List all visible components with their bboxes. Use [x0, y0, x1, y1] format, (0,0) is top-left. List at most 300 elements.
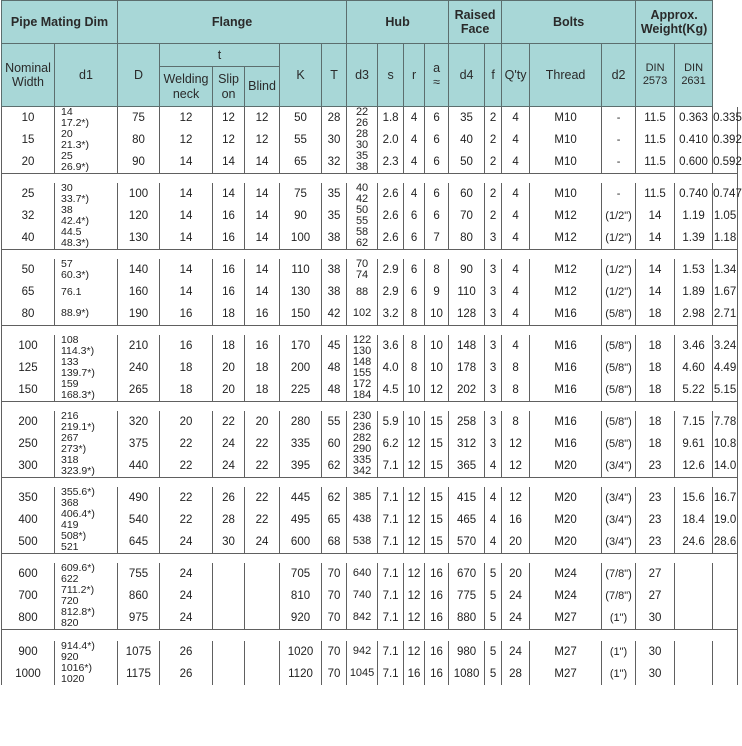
D-cell: 160	[118, 281, 160, 303]
T-cell: 62	[322, 455, 347, 478]
nominal-width-cell: 350	[2, 487, 55, 509]
d3-cell	[347, 151, 378, 174]
K-cell: 395	[280, 455, 322, 478]
f-cell: 5	[485, 641, 502, 663]
blind-t-cell: 22	[245, 433, 280, 455]
table-body	[2, 106, 742, 685]
f-cell: 3	[485, 379, 502, 402]
weight-din2631-cell	[713, 585, 738, 607]
d2-cell: 14	[636, 205, 675, 227]
D-cell: 130	[118, 227, 160, 250]
d1-line: 508*)	[61, 529, 87, 542]
d3-line: 438	[352, 513, 372, 525]
f-cell: 4	[485, 487, 502, 509]
d4-cell: 880	[449, 607, 485, 630]
D-cell: 440	[118, 455, 160, 478]
nominal-width-cell: 32	[2, 205, 55, 227]
r-cell: 12	[404, 487, 425, 509]
welding-neck-t-cell: 14	[160, 183, 213, 205]
welding-neck-t-cell: 24	[160, 531, 213, 554]
d3-cell	[347, 563, 378, 585]
D-cell: 375	[118, 433, 160, 455]
T-cell: 38	[322, 281, 347, 303]
thread-cell: M16	[530, 303, 602, 325]
thread-inch-cell: (1")	[602, 607, 636, 630]
qty-cell: 4	[502, 259, 530, 281]
weight-din2573-cell: 4.60	[675, 357, 713, 379]
qty-cell: 24	[502, 641, 530, 663]
s-cell: 4.5	[378, 379, 404, 402]
thread-inch-cell: -	[602, 129, 636, 151]
d2-cell: 18	[636, 433, 675, 455]
T-cell: 70	[322, 607, 347, 630]
qty-cell: 8	[502, 411, 530, 433]
d2-cell: 27	[636, 563, 675, 585]
d1-cell	[55, 151, 118, 174]
table-row	[2, 433, 738, 455]
weight-din2631-cell: 1.67	[713, 281, 738, 303]
weight-din2573-cell: 0.363	[675, 107, 713, 130]
d3-cell	[347, 641, 378, 663]
d2-cell: 23	[636, 509, 675, 531]
d3-cell	[347, 509, 378, 531]
table-row	[2, 411, 738, 433]
d1-cell	[55, 335, 118, 357]
header-pipe-mating-dim: Pipe Mating Dim	[2, 1, 118, 44]
welding-neck-t-cell: 22	[160, 433, 213, 455]
welding-neck-t-cell: 14	[160, 205, 213, 227]
a-cell: 16	[425, 585, 449, 607]
header-slip-on: Slip on	[213, 67, 245, 107]
header-K: K	[280, 44, 322, 107]
K-cell: 100	[280, 227, 322, 250]
weight-din2631-cell	[713, 641, 738, 663]
group-spacer	[2, 553, 738, 563]
nominal-width-cell: 500	[2, 531, 55, 554]
K-cell: 1020	[280, 641, 322, 663]
qty-cell: 4	[502, 151, 530, 174]
D-cell: 265	[118, 379, 160, 402]
T-cell: 70	[322, 641, 347, 663]
blind-t-cell: 14	[245, 205, 280, 227]
nominal-width-cell: 80	[2, 303, 55, 325]
weight-din2573-cell: 0.410	[675, 129, 713, 151]
header-f: f	[485, 44, 502, 107]
d3-cell	[347, 433, 378, 455]
header-bolts: Bolts	[502, 1, 636, 44]
f-cell: 5	[485, 563, 502, 585]
d1-line: 38	[61, 204, 73, 216]
s-cell: 7.1	[378, 641, 404, 663]
d3-cell	[347, 379, 378, 402]
f-cell: 4	[485, 455, 502, 478]
d3-cell	[347, 281, 378, 303]
d1-line: 25	[61, 150, 73, 162]
thread-inch-cell: (7/8")	[602, 585, 636, 607]
f-cell: 2	[485, 205, 502, 227]
r-cell: 12	[404, 531, 425, 554]
d3-line: 148	[352, 355, 372, 368]
K-cell: 65	[280, 151, 322, 174]
blind-t-cell: 14	[245, 227, 280, 250]
d4-cell: 178	[449, 357, 485, 379]
r-cell: 12	[404, 641, 425, 663]
header-s: s	[378, 44, 404, 107]
weight-din2573-cell: 9.61	[675, 433, 713, 455]
blind-t-cell: 22	[245, 509, 280, 531]
s-cell: 2.6	[378, 227, 404, 250]
slip-on-t-cell: 20	[213, 379, 245, 402]
f-cell: 5	[485, 607, 502, 630]
d1-cell	[55, 107, 118, 130]
welding-neck-t-cell: 14	[160, 259, 213, 281]
blind-t-cell: 16	[245, 335, 280, 357]
table-row	[2, 379, 738, 402]
K-cell: 150	[280, 303, 322, 325]
weight-din2573-cell: 5.22	[675, 379, 713, 402]
qty-cell: 16	[502, 509, 530, 531]
header-thread: Thread	[530, 44, 602, 107]
T-cell: 35	[322, 205, 347, 227]
r-cell: 6	[404, 281, 425, 303]
d1-line: 711.2*)	[61, 583, 95, 596]
weight-din2631-cell	[713, 563, 738, 585]
f-cell: 4	[485, 531, 502, 554]
qty-cell: 28	[502, 663, 530, 685]
a-cell: 10	[425, 357, 449, 379]
T-cell: 70	[322, 585, 347, 607]
r-cell: 16	[404, 663, 425, 685]
welding-neck-t-cell: 18	[160, 357, 213, 379]
d1-cell	[55, 487, 118, 509]
blind-t-cell: 14	[245, 151, 280, 174]
table-row	[2, 129, 738, 151]
d3-line: 230	[352, 409, 372, 422]
welding-neck-t-cell: 18	[160, 379, 213, 402]
f-cell: 3	[485, 357, 502, 379]
a-cell: 16	[425, 563, 449, 585]
K-cell: 335	[280, 433, 322, 455]
slip-on-t-cell: 16	[213, 259, 245, 281]
a-cell: 15	[425, 455, 449, 478]
thread-cell: M24	[530, 585, 602, 607]
r-cell: 8	[404, 357, 425, 379]
d3-line: 740	[352, 589, 372, 601]
qty-cell: 4	[502, 183, 530, 205]
nominal-width-cell: 300	[2, 455, 55, 478]
d4-cell: 90	[449, 259, 485, 281]
d1-line: 44.5	[61, 226, 82, 238]
header-qty: Q'ty	[502, 44, 530, 107]
table-row	[2, 259, 738, 281]
a-cell: 10	[425, 303, 449, 325]
slip-on-t-cell: 12	[213, 129, 245, 151]
weight-din2573-cell: 0.740	[675, 183, 713, 205]
d3-line: 130	[352, 344, 372, 357]
weight-din2573-cell	[675, 641, 713, 663]
thread-cell: M10	[530, 151, 602, 174]
d1-line: 26.9*)	[61, 161, 90, 173]
s-cell: 3.6	[378, 335, 404, 357]
d1-cell	[55, 607, 118, 630]
d3-cell	[347, 585, 378, 607]
d3-line: 26	[355, 117, 369, 129]
weight-din2631-cell: 10.8	[713, 433, 738, 455]
nominal-width-cell: 700	[2, 585, 55, 607]
d1-line: 419	[61, 518, 79, 531]
d1-cell	[55, 411, 118, 433]
d4-cell: 365	[449, 455, 485, 478]
welding-neck-t-cell: 12	[160, 107, 213, 130]
header-a-label: a	[433, 60, 441, 75]
d3-cell	[347, 107, 378, 130]
header-T: T	[322, 44, 347, 107]
welding-neck-t-cell: 14	[160, 281, 213, 303]
welding-neck-t-cell: 16	[160, 335, 213, 357]
a-cell: 15	[425, 411, 449, 433]
nominal-width-cell: 20	[2, 151, 55, 174]
blind-t-cell: 22	[245, 455, 280, 478]
r-cell: 12	[404, 509, 425, 531]
welding-neck-t-cell: 20	[160, 411, 213, 433]
d3-line: 22	[355, 106, 369, 118]
d2-cell: 18	[636, 357, 675, 379]
thread-inch-cell: (5/8")	[602, 303, 636, 325]
d4-cell: 70	[449, 205, 485, 227]
header-d1: d1	[55, 44, 118, 107]
d3-line: 28	[355, 128, 369, 140]
blind-t-cell: 14	[245, 281, 280, 303]
T-cell: 65	[322, 509, 347, 531]
welding-neck-t-cell: 16	[160, 303, 213, 325]
f-cell: 3	[485, 335, 502, 357]
f-cell: 2	[485, 151, 502, 174]
welding-neck-t-cell: 24	[160, 607, 213, 630]
r-cell: 12	[404, 433, 425, 455]
a-cell: 8	[425, 259, 449, 281]
d3-line: 35	[355, 150, 369, 162]
header-D: D	[118, 44, 160, 107]
d2-cell: 23	[636, 531, 675, 554]
welding-neck-t-cell: 12	[160, 129, 213, 151]
header-d4: d4	[449, 44, 485, 107]
s-cell: 1.8	[378, 107, 404, 130]
weight-din2631-cell	[713, 663, 738, 685]
slip-on-t-cell: 18	[213, 335, 245, 357]
qty-cell: 4	[502, 107, 530, 130]
weight-din2573-cell	[675, 607, 713, 630]
K-cell: 90	[280, 205, 322, 227]
K-cell: 75	[280, 183, 322, 205]
D-cell: 120	[118, 205, 160, 227]
blind-t-cell	[245, 563, 280, 585]
nominal-width-cell: 200	[2, 411, 55, 433]
D-cell: 540	[118, 509, 160, 531]
d3-line: 62	[355, 237, 369, 249]
thread-cell: M27	[530, 641, 602, 663]
header-d2: d2	[602, 44, 636, 107]
d4-cell: 570	[449, 531, 485, 554]
table-row	[2, 357, 738, 379]
header-a	[425, 44, 449, 107]
T-cell: 28	[322, 107, 347, 130]
thread-cell: M12	[530, 259, 602, 281]
K-cell: 130	[280, 281, 322, 303]
nominal-width-cell: 100	[2, 335, 55, 357]
r-cell: 4	[404, 151, 425, 174]
d1-line: 139.7*)	[61, 366, 95, 379]
slip-on-t-cell: 24	[213, 433, 245, 455]
table-row	[2, 205, 738, 227]
d4-cell: 775	[449, 585, 485, 607]
r-cell: 6	[404, 259, 425, 281]
slip-on-t-cell: 12	[213, 107, 245, 130]
qty-cell: 12	[502, 433, 530, 455]
blind-t-cell: 14	[245, 259, 280, 281]
d2-cell: 18	[636, 335, 675, 357]
weight-din2631-cell: 0.747	[713, 183, 738, 205]
weight-din2573-cell: 2.98	[675, 303, 713, 325]
T-cell: 48	[322, 379, 347, 402]
d3-line: 55	[355, 215, 369, 227]
D-cell: 240	[118, 357, 160, 379]
thread-cell: M12	[530, 281, 602, 303]
d1-line: 108	[61, 333, 79, 346]
thread-inch-cell: (1/2")	[602, 205, 636, 227]
a-cell: 7	[425, 227, 449, 250]
d1-line: 609.6*)	[61, 561, 95, 574]
weight-din2573-cell: 1.39	[675, 227, 713, 250]
D-cell: 75	[118, 107, 160, 130]
d1-cell	[55, 563, 118, 585]
D-cell: 80	[118, 129, 160, 151]
d3-cell	[347, 455, 378, 478]
f-cell: 3	[485, 433, 502, 455]
T-cell: 62	[322, 487, 347, 509]
d2-cell: 23	[636, 487, 675, 509]
K-cell: 810	[280, 585, 322, 607]
qty-cell: 24	[502, 585, 530, 607]
K-cell: 170	[280, 335, 322, 357]
d1-cell	[55, 227, 118, 250]
d3-line: 842	[352, 611, 372, 623]
slip-on-t-cell: 16	[213, 281, 245, 303]
T-cell: 55	[322, 411, 347, 433]
d3-line: 74	[355, 269, 369, 281]
thread-cell: M20	[530, 531, 602, 554]
d2-cell: 18	[636, 411, 675, 433]
D-cell: 1075	[118, 641, 160, 663]
weight-din2631-cell: 2.71	[713, 303, 738, 325]
nominal-width-cell: 40	[2, 227, 55, 250]
K-cell: 445	[280, 487, 322, 509]
nominal-width-cell: 150	[2, 379, 55, 402]
s-cell: 2.6	[378, 205, 404, 227]
r-cell: 8	[404, 303, 425, 325]
thread-cell: M27	[530, 607, 602, 630]
r-cell: 10	[404, 379, 425, 402]
D-cell: 860	[118, 585, 160, 607]
weight-din2573-cell: 18.4	[675, 509, 713, 531]
s-cell: 7.1	[378, 509, 404, 531]
s-cell: 2.3	[378, 151, 404, 174]
d1-cell	[55, 433, 118, 455]
f-cell: 3	[485, 227, 502, 250]
s-cell: 2.9	[378, 259, 404, 281]
qty-cell: 12	[502, 455, 530, 478]
a-cell: 6	[425, 151, 449, 174]
table-row	[2, 585, 738, 607]
d1-cell	[55, 183, 118, 205]
slip-on-t-cell: 14	[213, 151, 245, 174]
K-cell: 110	[280, 259, 322, 281]
table-row	[2, 455, 738, 478]
d2-cell: 18	[636, 379, 675, 402]
d3-line: 155	[352, 366, 372, 379]
header-r: r	[404, 44, 425, 107]
d3-line: 88	[355, 285, 369, 298]
weight-din2631-cell: 19.0	[713, 509, 738, 531]
thread-inch-cell: -	[602, 107, 636, 130]
d3-cell	[347, 303, 378, 325]
qty-cell: 20	[502, 563, 530, 585]
thread-inch-cell: (1/2")	[602, 281, 636, 303]
d1-cell	[55, 129, 118, 151]
blind-t-cell: 12	[245, 107, 280, 130]
table-row	[2, 227, 738, 250]
thread-cell: M20	[530, 455, 602, 478]
thread-inch-cell: (1/2")	[602, 259, 636, 281]
D-cell: 755	[118, 563, 160, 585]
a-cell: 6	[425, 183, 449, 205]
weight-din2573-cell: 12.6	[675, 455, 713, 478]
d1-cell	[55, 455, 118, 478]
d1-cell	[55, 641, 118, 663]
K-cell: 50	[280, 107, 322, 130]
qty-cell: 4	[502, 129, 530, 151]
header-blind: Blind	[245, 67, 280, 107]
d1-cell	[55, 259, 118, 281]
d4-cell: 60	[449, 183, 485, 205]
K-cell: 200	[280, 357, 322, 379]
d3-line: 70	[355, 258, 369, 270]
flange-dimension-table	[1, 0, 742, 685]
weight-din2631-cell: 4.49	[713, 357, 738, 379]
blind-t-cell: 12	[245, 129, 280, 151]
d3-line: 342	[352, 464, 372, 477]
header-flange: Flange	[118, 1, 347, 44]
d1-line: 30	[61, 182, 73, 194]
d3-line: 58	[355, 226, 369, 238]
T-cell: 60	[322, 433, 347, 455]
d1-line: 57	[61, 258, 73, 270]
K-cell: 225	[280, 379, 322, 402]
slip-on-t-cell: 20	[213, 357, 245, 379]
weight-din2631-cell: 1.18	[713, 227, 738, 250]
f-cell: 5	[485, 663, 502, 685]
T-cell: 48	[322, 357, 347, 379]
d3-cell	[347, 227, 378, 250]
d2-cell: 30	[636, 663, 675, 685]
blind-t-cell: 22	[245, 487, 280, 509]
d2-cell: 30	[636, 607, 675, 630]
group-spacer	[2, 250, 738, 260]
weight-din2573-cell	[675, 585, 713, 607]
slip-on-t-cell	[213, 607, 245, 630]
welding-neck-t-cell: 24	[160, 585, 213, 607]
nominal-width-cell: 65	[2, 281, 55, 303]
header-nominal-width: Nominal Width	[2, 44, 55, 107]
